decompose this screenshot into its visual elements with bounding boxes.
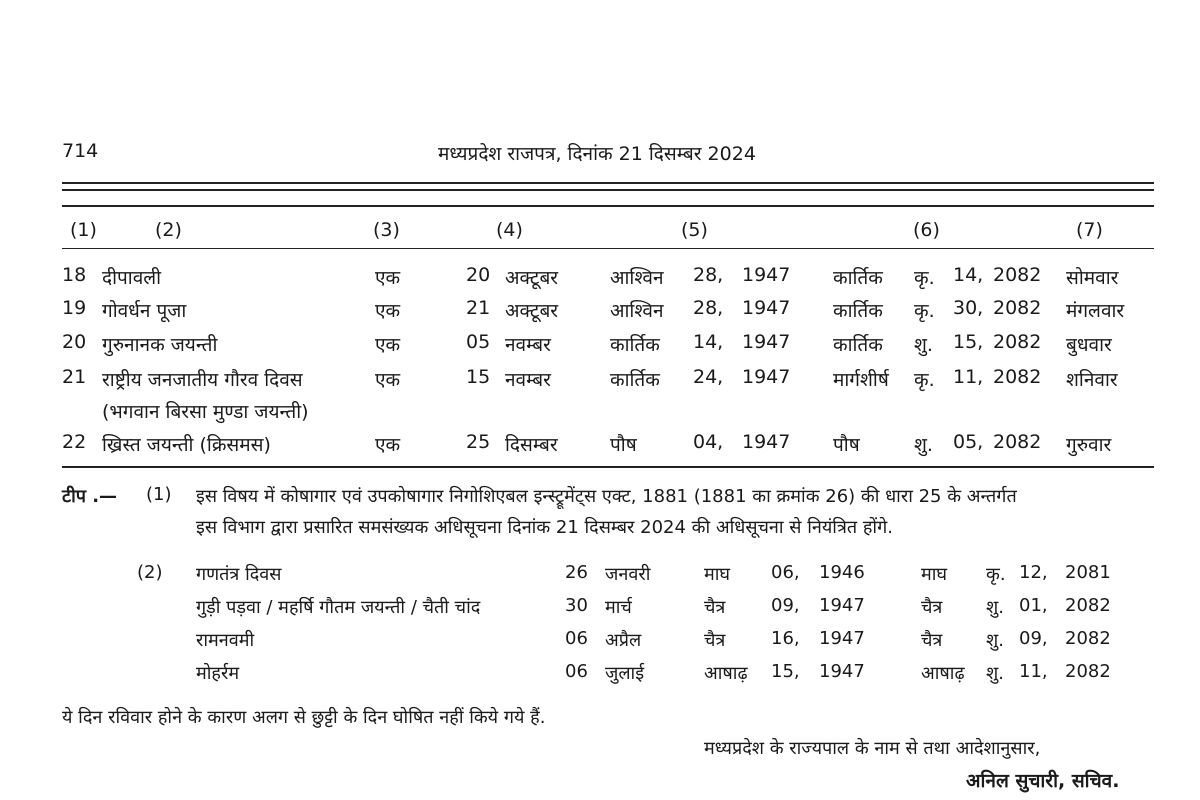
day-count: एक — [375, 300, 401, 322]
weekday: सोमवार — [1066, 267, 1119, 289]
saka-day: 28, — [693, 264, 724, 286]
vikram-month: कार्तिक — [833, 334, 883, 356]
saka-month: आश्विन — [610, 267, 664, 289]
vikram-year: 2082 — [993, 331, 1042, 353]
paksha: शु. — [914, 434, 933, 456]
top-rule — [62, 189, 1154, 191]
vikram-day: 14, — [953, 264, 984, 286]
note-item-number: (2) — [137, 562, 163, 583]
holiday-name: गणतंत्र दिवस — [196, 564, 282, 585]
vikram-month: मार्गशीर्ष — [833, 369, 889, 391]
weekday: गुरुवार — [1066, 434, 1112, 456]
saka-month: कार्तिक — [610, 334, 660, 356]
saka-month: आश्विन — [610, 300, 664, 322]
page-number: 714 — [62, 140, 99, 162]
holiday-name: गुरुनानक जयन्ती — [102, 334, 218, 356]
date-month: अक्टूबर — [505, 267, 559, 289]
vikram-day: 30, — [953, 297, 984, 319]
holiday-name: ख्रिस्त जयन्ती (क्रिसमस) — [102, 434, 271, 456]
saka-year: 1947 — [742, 297, 791, 319]
column-number: (3) — [373, 219, 400, 241]
column-number: (2) — [155, 219, 182, 241]
holiday-name: मोहर्रम — [196, 663, 240, 684]
saka-day: 24, — [693, 366, 724, 388]
vikram-year: 2082 — [993, 366, 1042, 388]
gazette-title: मध्यप्रदेश राजपत्र, दिनांक 21 दिसम्बर 2024 — [438, 143, 756, 165]
saka-year: 1947 — [819, 595, 865, 616]
note-label: टीप .— — [62, 486, 118, 507]
date-day: 15 — [466, 366, 491, 388]
weekday: शनिवार — [1066, 369, 1118, 391]
holiday-name: दीपावली — [102, 267, 162, 289]
vikram-year: 2082 — [993, 297, 1042, 319]
saka-year: 1947 — [742, 431, 791, 453]
note-text: इस विषय में कोषागार एवं उपकोषागार निगोशिएबल इन्स्ट्रूमेंट्स एक्ट, 1881 (1881 का क्रमांक 26) की धारा 25 के अन्तर्गत — [196, 486, 1017, 507]
day-count: एक — [375, 369, 401, 391]
date-month: मार्च — [605, 597, 632, 618]
saka-year: 1946 — [819, 562, 865, 583]
row-number: 22 — [62, 431, 87, 453]
vikram-day: 12, — [1019, 562, 1048, 583]
date-month: दिसम्बर — [505, 434, 558, 456]
saka-day: 04, — [693, 431, 724, 453]
vikram-month: माघ — [921, 564, 948, 585]
vikram-year: 2082 — [1065, 661, 1111, 682]
column-number: (6) — [913, 219, 940, 241]
date-day: 26 — [565, 562, 588, 583]
paksha: शु. — [986, 663, 1004, 684]
table-bottom-rule — [62, 466, 1154, 468]
note-item-number: (1) — [146, 484, 172, 505]
vikram-day: 15, — [953, 331, 984, 353]
vikram-month: कार्तिक — [833, 300, 883, 322]
authority-line: मध्यप्रदेश के राज्यपाल के नाम से तथा आदेशानुसार, — [704, 738, 1041, 759]
column-header-rule — [62, 248, 1154, 249]
paksha: शु. — [914, 334, 933, 356]
paksha: कृ. — [914, 267, 935, 289]
saka-month: कार्तिक — [610, 369, 660, 391]
saka-day: 09, — [771, 595, 800, 616]
date-day: 20 — [466, 264, 491, 286]
saka-month: पौष — [610, 434, 637, 456]
vikram-day: 05, — [953, 431, 984, 453]
top-rule — [62, 182, 1154, 184]
note-text: इस विभाग द्वारा प्रसारित समसंख्यक अधिसूचना दिनांक 21 दिसम्बर 2024 की अधिसूचना से नियंत्रित होंगे. — [196, 517, 893, 538]
paksha: शु. — [986, 630, 1004, 651]
date-day: 05 — [466, 331, 491, 353]
vikram-year: 2082 — [993, 431, 1042, 453]
vikram-month: कार्तिक — [833, 267, 883, 289]
holiday-name: रामनवमी — [196, 630, 255, 651]
holiday-name: राष्ट्रीय जनजातीय गौरव दिवस — [102, 369, 303, 391]
weekday: मंगलवार — [1066, 300, 1125, 322]
note-footer: ये दिन रविवार होने के कारण अलग से छुट्टी के दिन घोषित नहीं किये गये हैं. — [62, 707, 546, 728]
saka-day: 15, — [771, 661, 800, 682]
saka-day: 06, — [771, 562, 800, 583]
saka-month: माघ — [704, 564, 731, 585]
holiday-name-continued: (भगवान बिरसा मुण्डा जयन्ती) — [102, 401, 309, 423]
vikram-year: 2082 — [993, 264, 1042, 286]
row-number: 20 — [62, 331, 87, 353]
date-month: नवम्बर — [505, 334, 551, 356]
vikram-month: चैत्र — [921, 597, 943, 618]
saka-day: 14, — [693, 331, 724, 353]
vikram-day: 09, — [1019, 628, 1048, 649]
paksha: कृ. — [986, 564, 1006, 585]
saka-year: 1947 — [742, 331, 791, 353]
saka-month: आषाढ़ — [704, 663, 748, 684]
date-day: 06 — [565, 628, 588, 649]
vikram-month: पौष — [833, 434, 860, 456]
day-count: एक — [375, 434, 401, 456]
holiday-name: गुड़ी पड़वा / महर्षि गौतम जयन्ती / चैती चांद — [196, 597, 481, 618]
saka-day: 28, — [693, 297, 724, 319]
date-month: अप्रैल — [605, 630, 642, 651]
vikram-day: 11, — [953, 366, 984, 388]
date-day: 30 — [565, 595, 588, 616]
paksha: कृ. — [914, 300, 935, 322]
date-month: नवम्बर — [505, 369, 551, 391]
row-number: 19 — [62, 297, 87, 319]
vikram-year: 2082 — [1065, 628, 1111, 649]
vikram-month: चैत्र — [921, 630, 943, 651]
date-month: अक्टूबर — [505, 300, 559, 322]
vikram-day: 11, — [1019, 661, 1048, 682]
column-number: (1) — [70, 219, 97, 241]
date-day: 06 — [565, 661, 588, 682]
saka-year: 1947 — [819, 661, 865, 682]
saka-month: चैत्र — [704, 630, 726, 651]
saka-month: चैत्र — [704, 597, 726, 618]
column-number: (7) — [1076, 219, 1103, 241]
vikram-month: आषाढ़ — [921, 663, 965, 684]
day-count: एक — [375, 334, 401, 356]
saka-day: 16, — [771, 628, 800, 649]
day-count: एक — [375, 267, 401, 289]
row-number: 18 — [62, 264, 87, 286]
column-number: (4) — [496, 219, 523, 241]
column-number: (5) — [681, 219, 708, 241]
vikram-year: 2081 — [1065, 562, 1111, 583]
signatory: अनिल सुचारी, सचिव. — [966, 770, 1120, 792]
weekday: बुधवार — [1066, 334, 1112, 356]
paksha: शु. — [986, 597, 1004, 618]
row-number: 21 — [62, 366, 87, 388]
paksha: कृ. — [914, 369, 935, 391]
vikram-year: 2082 — [1065, 595, 1111, 616]
top-rule — [62, 205, 1154, 207]
date-day: 21 — [466, 297, 491, 319]
date-month: जुलाई — [605, 663, 645, 684]
saka-year: 1947 — [742, 264, 791, 286]
vikram-day: 01, — [1019, 595, 1048, 616]
date-day: 25 — [466, 431, 491, 453]
saka-year: 1947 — [819, 628, 865, 649]
saka-year: 1947 — [742, 366, 791, 388]
holiday-name: गोवर्धन पूजा — [102, 300, 187, 322]
date-month: जनवरी — [605, 564, 651, 585]
